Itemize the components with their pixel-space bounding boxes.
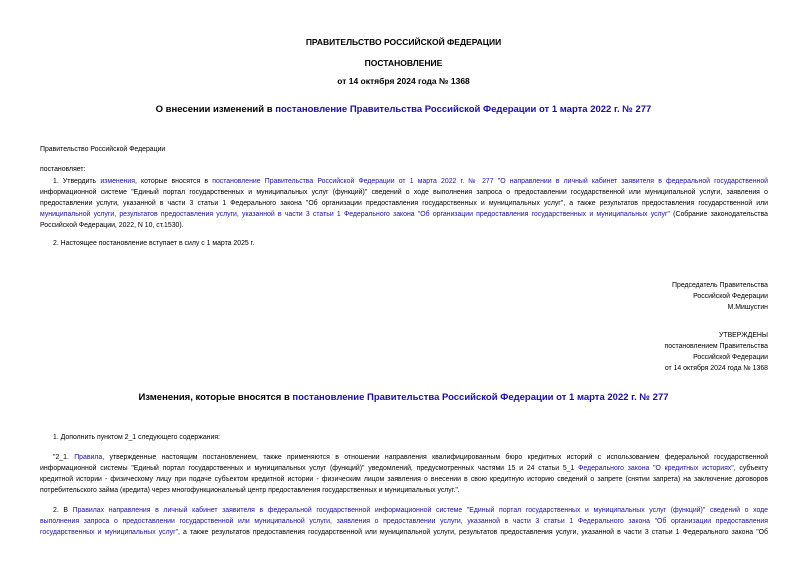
changes-title-decree-link[interactable]: постановление Правительства Российской Федерации от 1 марта 2022 г. № 277 (292, 392, 669, 403)
approval-by: постановлением Правительства (664, 343, 768, 350)
changes-link[interactable]: изменения (100, 178, 135, 185)
item-1-line-2: информационной системе "Единый портал государственных и муниципальных услуг (функций)" сведений о ходе выполнения запроса о предоставлении государственной или муниципальной услуги, заявления о (40, 189, 768, 196)
approval-gov: Российской Федерации (693, 354, 768, 361)
approval-stamp: УТВЕРЖДЕНЫ (719, 332, 768, 339)
item-1-line-5: Российской Федерации, 2022, N 10, ст.1530). (40, 222, 184, 229)
title-decree-link[interactable]: постановление Правительства Российской Федерации от 1 марта 2022 г. № 277 (275, 104, 652, 115)
quote-line-3: кредитной истории - физическому лицу при подаче субъектом кредитной истории - физическим лицом заявления о внесении в свою кредитную историю сведений о запрете (снятии запрета) на заключение договоров (40, 476, 768, 483)
credit-history-law-link[interactable]: Федерального закона "О кредитных историях" (578, 465, 734, 472)
date-number-heading: от 14 октября 2024 года № 1368 (337, 76, 470, 86)
approval-date: от 14 октября 2024 года № 1368 (664, 365, 768, 372)
decree-277-link[interactable]: постановление Правительства Российской Федерации от 1 марта 2022 г. № 277 "О направлении в личный кабинет заявителя в федеральной государственной (212, 178, 769, 185)
document-title (0, 104, 807, 115)
change-1-paragraph: 1. Дополнить пунктом 2_1 следующего содержания: (53, 434, 220, 441)
rules-direction-link-cont[interactable]: выполнения запроса о предоставлении государственной или муниципальной услуги, заявления о предоставлении услуги, указанной в части 3 статьи 1 Федерального закона "Об организации предоставления (40, 518, 768, 525)
title-prefix: О внесении изменений в (155, 104, 276, 115)
quote-line-1: "2_1. Правила, утвержденные настоящим постановлением, также применяются в отношении направления квалифицированным бюро кредитных историй с использованием федеральной государственной (53, 454, 769, 461)
quote-line-4: потребительского займа (кредита) через многофункциональный центр предоставления государственных и муниципальных услуг.". (40, 487, 460, 494)
item-1-line-4: муниципальной услуги, результатов предоставления услуги, указанной в части 3 статьи 1 Федерального закона "Об организации предоставления государственных и муниципальных услуг" (Собрание законодательства (40, 211, 768, 218)
item-1-line-1: 1. Утвердить изменения, которые вносятся в постановление Правительства Российской Федерации от 1 марта 2022 г. № 277 "О направлении в личный кабинет заявителя в федеральной государственной (53, 178, 769, 185)
rules-link[interactable]: Правила (74, 454, 103, 461)
preamble-issuer: Правительство Российской Федерации (40, 146, 166, 153)
rules-direction-link-end[interactable]: государственных и муниципальных услуг" (40, 529, 179, 536)
item-1-line-3: предоставлении услуги, указанной в части 3 статьи 1 Федерального закона "Об организации предоставления государственных и муниципальных услуг", а также результатов предоставления государственной или (40, 200, 768, 207)
federal-law-link[interactable]: муниципальной услуги, результатов предоставления услуги, указанной в части 3 статьи 1 Федерального закона "Об организации предоставления государственных и муниципальных услуг" (40, 211, 670, 218)
change-2-line-3: государственных и муниципальных услуг", а также результатов предоставления государственной или муниципальной услуги, результатов предоставления услуги, указанной в части 3 статьи 1 Федерального закона "Об (40, 529, 768, 536)
changes-title (0, 392, 807, 403)
changes-title-prefix: Изменения, которые вносятся в (138, 392, 293, 403)
signature-position-2: Российской Федерации (693, 293, 768, 300)
government-heading: ПРАВИТЕЛЬСТВО РОССИЙСКОЙ ФЕДЕРАЦИИ (305, 37, 502, 47)
rules-direction-link[interactable]: Правилах направления в личный кабинет заявителя в федеральной государственной информационной системе "Единый портал государственных и муниципальных услуг (функций)" сведений о ходе (72, 507, 768, 514)
quote-line-2: информационной системы "Единый портал государственных и муниципальных услуг (функций)" уведомлений, предусмотренных частями 15 и 24 статьи 5_1 Федерального закона "О кредитных историях", субъекту (40, 465, 768, 472)
signature-position-1: Председатель Правительства (672, 282, 768, 289)
change-2-line-1: 2. В Правилах направления в личный кабинет заявителя в федеральной государственной информационной системе "Единый портал государственных и муниципальных услуг (функций)" сведений о ходе (53, 507, 768, 514)
signature-name: М.Мишустин (727, 304, 768, 311)
document-type-heading: ПОСТАНОВЛЕНИЕ (364, 58, 443, 68)
change-2-line-2 (40, 516, 768, 527)
preamble-decrees: постановляет: (40, 166, 86, 173)
item-2-paragraph: 2. Настоящее постановление вступает в силу с 1 марта 2025 г. (53, 240, 255, 247)
